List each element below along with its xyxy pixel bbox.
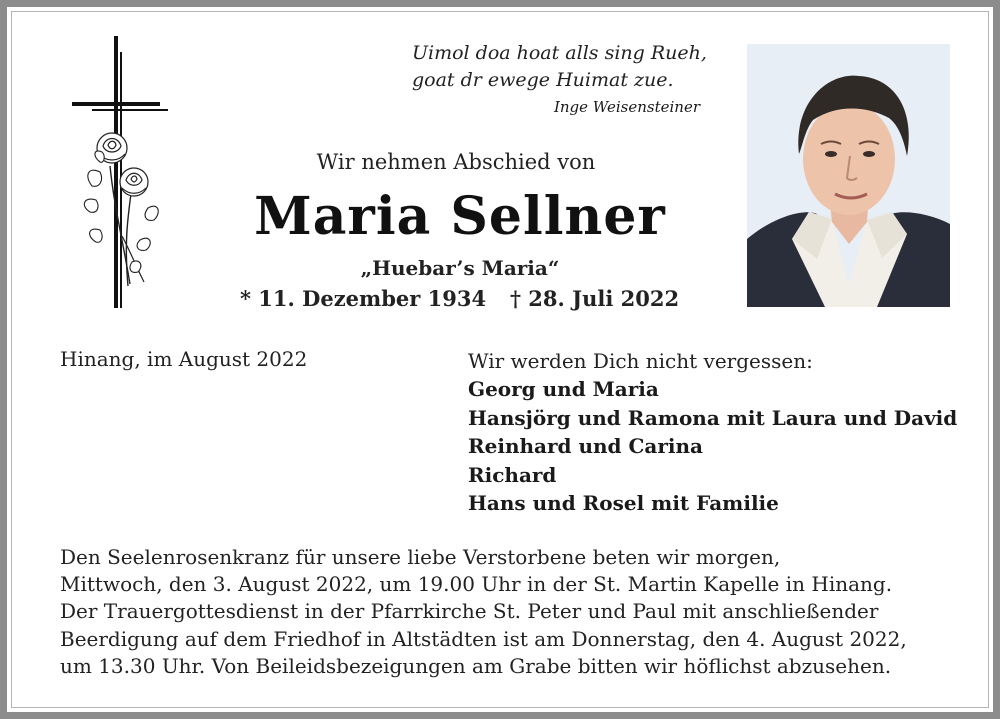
life-dates: [240, 286, 700, 311]
funeral-notice: [60, 544, 960, 680]
notice-line: Der Trauergottesdienst in der Pfarrkirche St. Peter und Paul mit anschließender: [60, 599, 879, 624]
deceased-name: Maria Sellner: [254, 186, 666, 247]
intro-text: Wir nehmen Abschied von: [316, 150, 596, 174]
notice-line: Mittwoch, den 3. August 2022, um 19.00 Uhr in der St. Martin Kapelle in Hinang.: [60, 572, 893, 597]
family-member: Hans und Rosel mit Familie: [468, 491, 779, 515]
notice-line: um 13.30 Uhr. Von Beileidsbezeigungen am Grabe bitten wir höflichst abzusehen.: [60, 653, 892, 678]
family-member: Georg und Maria: [468, 377, 659, 401]
notice-line: Den Seelenrosenkranz für unsere liebe Verstorbene beten wir morgen,: [60, 545, 781, 569]
deceased-nickname: „Huebar’s Maria“: [360, 256, 560, 280]
quote-line: Uimol doa hoat alls sing Rueh,: [412, 42, 707, 64]
portrait-photo: [747, 44, 950, 307]
family-member: Reinhard und Carina: [468, 434, 704, 458]
death-date: † 28. Juli 2022: [510, 286, 680, 311]
notice-line: Beerdigung auf dem Friedhof in Altstädten ist am Donnerstag, den 4. August 2022,: [60, 626, 907, 651]
birth-date: * 11. Dezember 1934: [240, 286, 487, 311]
cross-with-roses-icon: [70, 36, 170, 312]
family-list: [468, 347, 968, 518]
place-and-date: Hinang, im August 2022: [60, 347, 308, 371]
family-heading: Wir werden Dich nicht vergessen:: [468, 349, 813, 373]
quote-author: Inge Weisensteiner: [553, 98, 700, 116]
family-member: Hansjörg und Ramona mit Laura und David: [468, 405, 958, 430]
family-member: Richard: [468, 462, 557, 487]
memorial-quote: [412, 40, 712, 119]
quote-line: goat dr ewege Huimat zue.: [412, 69, 674, 91]
